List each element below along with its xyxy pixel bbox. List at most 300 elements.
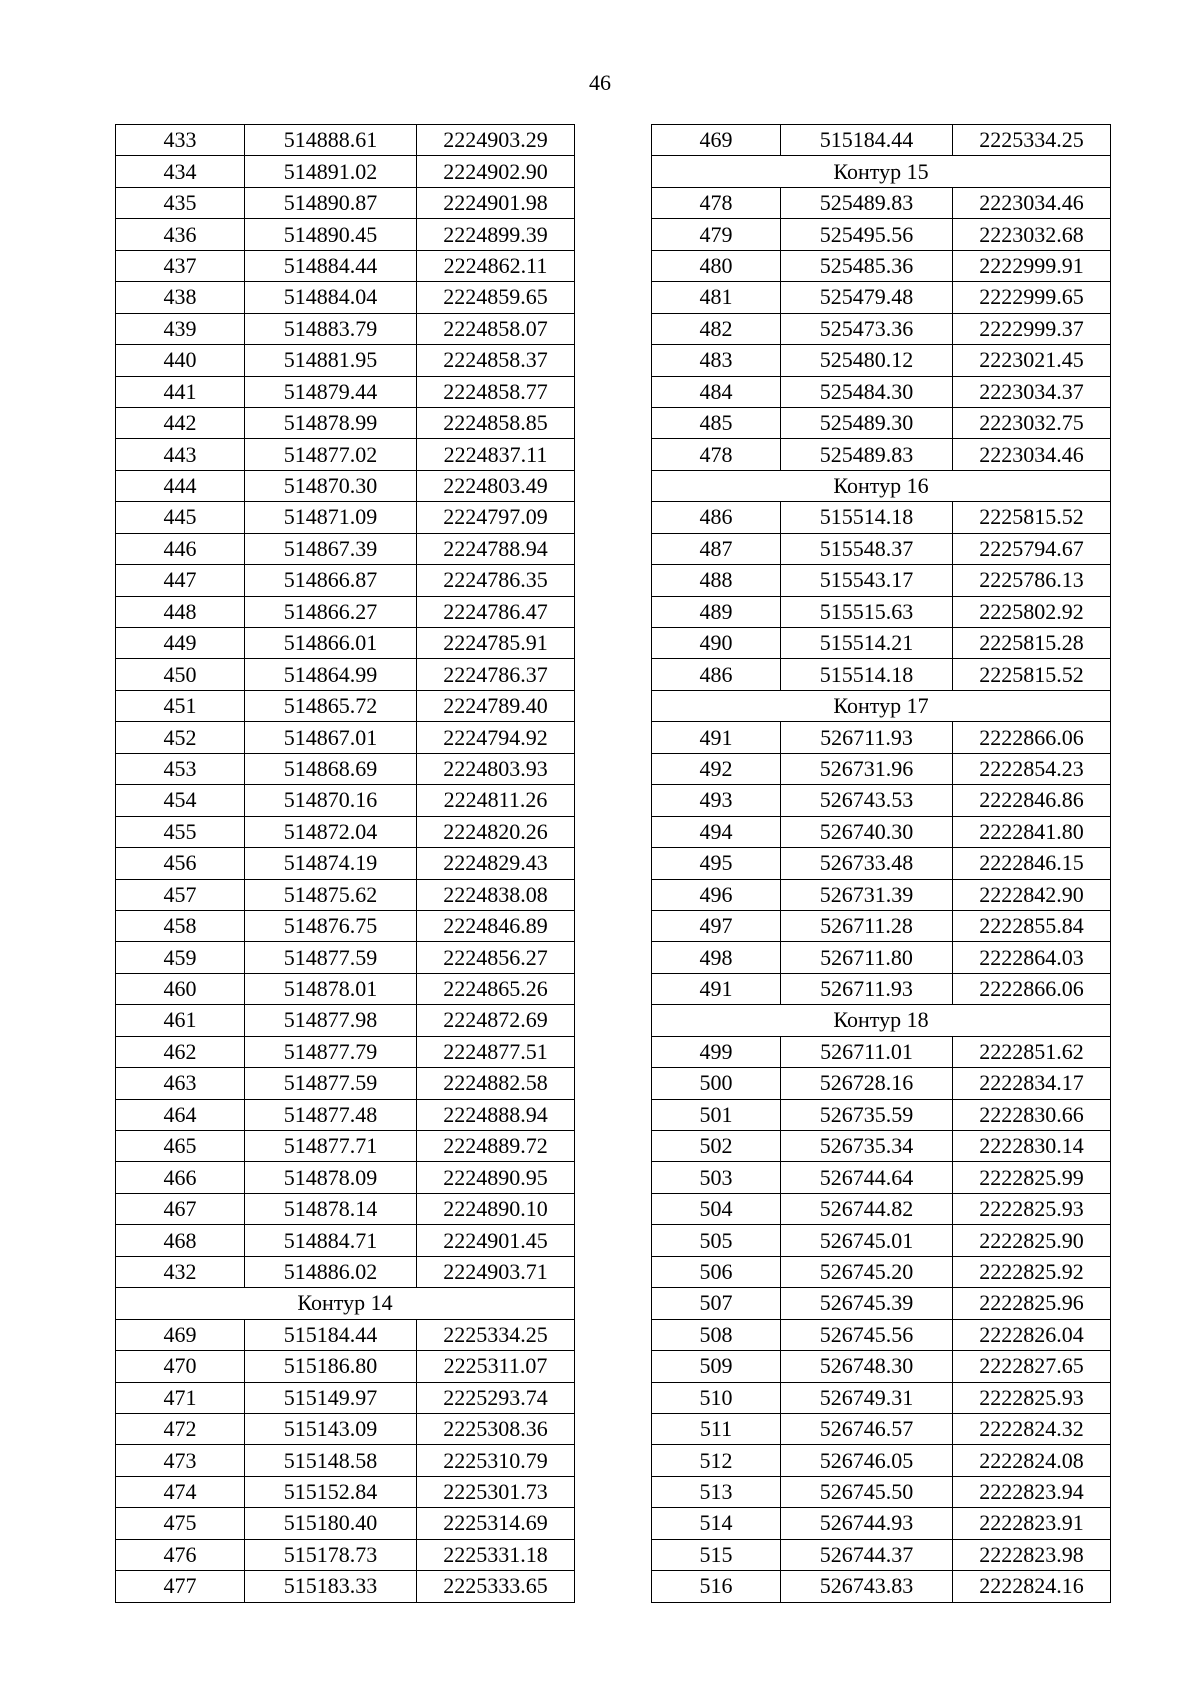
x-coordinate-cell: 515184.44 bbox=[245, 1319, 417, 1350]
x-coordinate-cell: 515149.97 bbox=[245, 1382, 417, 1413]
point-number-cell: 503 bbox=[652, 1162, 781, 1193]
table-row bbox=[652, 1225, 1111, 1256]
y-coordinate-cell: 2224902.90 bbox=[417, 156, 575, 187]
table-row bbox=[652, 1476, 1111, 1507]
y-coordinate-cell: 2222866.06 bbox=[953, 722, 1111, 753]
x-coordinate-cell: 514871.09 bbox=[245, 502, 417, 533]
table-row bbox=[652, 439, 1111, 470]
table-row bbox=[652, 1288, 1111, 1319]
table-row bbox=[652, 1099, 1111, 1130]
coordinates-table-left bbox=[115, 124, 575, 1603]
point-number-cell: 460 bbox=[116, 973, 245, 1004]
x-coordinate-cell: 525495.56 bbox=[781, 219, 953, 250]
point-number-cell: 448 bbox=[116, 596, 245, 627]
y-coordinate-cell: 2222834.17 bbox=[953, 1068, 1111, 1099]
y-coordinate-cell: 2225301.73 bbox=[417, 1476, 575, 1507]
y-coordinate-cell: 2222827.65 bbox=[953, 1351, 1111, 1382]
table-row bbox=[652, 1036, 1111, 1067]
table-row bbox=[116, 879, 575, 910]
x-coordinate-cell: 526744.93 bbox=[781, 1508, 953, 1539]
y-coordinate-cell: 2224862.11 bbox=[417, 250, 575, 281]
y-coordinate-cell: 2223034.37 bbox=[953, 376, 1111, 407]
x-coordinate-cell: 514891.02 bbox=[245, 156, 417, 187]
y-coordinate-cell: 2224877.51 bbox=[417, 1036, 575, 1067]
contour-header-row bbox=[652, 156, 1111, 187]
x-coordinate-cell: 514877.98 bbox=[245, 1005, 417, 1036]
x-coordinate-cell: 526748.30 bbox=[781, 1351, 953, 1382]
point-number-cell: 472 bbox=[116, 1413, 245, 1444]
table-row bbox=[116, 1508, 575, 1539]
point-number-cell: 463 bbox=[116, 1068, 245, 1099]
y-coordinate-cell: 2222823.91 bbox=[953, 1508, 1111, 1539]
table-row bbox=[652, 753, 1111, 784]
point-number-cell: 505 bbox=[652, 1225, 781, 1256]
y-coordinate-cell: 2224888.94 bbox=[417, 1099, 575, 1130]
table-row bbox=[116, 722, 575, 753]
x-coordinate-cell: 514890.45 bbox=[245, 219, 417, 250]
table-row bbox=[116, 942, 575, 973]
point-number-cell: 447 bbox=[116, 565, 245, 596]
x-coordinate-cell: 526735.34 bbox=[781, 1131, 953, 1162]
y-coordinate-cell: 2224872.69 bbox=[417, 1005, 575, 1036]
y-coordinate-cell: 2224901.98 bbox=[417, 187, 575, 218]
x-coordinate-cell: 525489.30 bbox=[781, 407, 953, 438]
x-coordinate-cell: 514867.01 bbox=[245, 722, 417, 753]
coordinates-table-body bbox=[652, 125, 1111, 1603]
point-number-cell: 465 bbox=[116, 1131, 245, 1162]
y-coordinate-cell: 2225794.67 bbox=[953, 533, 1111, 564]
point-number-cell: 515 bbox=[652, 1539, 781, 1570]
table-row bbox=[652, 1382, 1111, 1413]
point-number-cell: 470 bbox=[116, 1351, 245, 1382]
x-coordinate-cell: 526746.57 bbox=[781, 1413, 953, 1444]
table-row bbox=[652, 596, 1111, 627]
table-row bbox=[652, 785, 1111, 816]
table-row bbox=[652, 313, 1111, 344]
y-coordinate-cell: 2224785.91 bbox=[417, 628, 575, 659]
y-coordinate-cell: 2225786.13 bbox=[953, 565, 1111, 596]
table-row bbox=[116, 659, 575, 690]
table-row bbox=[116, 1068, 575, 1099]
table-row bbox=[116, 250, 575, 281]
x-coordinate-cell: 514870.30 bbox=[245, 470, 417, 501]
table-row bbox=[116, 785, 575, 816]
x-coordinate-cell: 515186.80 bbox=[245, 1351, 417, 1382]
x-coordinate-cell: 515514.18 bbox=[781, 659, 953, 690]
point-number-cell: 490 bbox=[652, 628, 781, 659]
point-number-cell: 489 bbox=[652, 596, 781, 627]
table-row bbox=[116, 1539, 575, 1570]
table-row bbox=[116, 1131, 575, 1162]
x-coordinate-cell: 515180.40 bbox=[245, 1508, 417, 1539]
point-number-cell: 491 bbox=[652, 722, 781, 753]
table-row bbox=[652, 659, 1111, 690]
point-number-cell: 478 bbox=[652, 439, 781, 470]
table-row bbox=[652, 816, 1111, 847]
table-row bbox=[652, 1068, 1111, 1099]
table-row bbox=[652, 910, 1111, 941]
point-number-cell: 506 bbox=[652, 1256, 781, 1287]
y-coordinate-cell: 2224890.10 bbox=[417, 1193, 575, 1224]
y-coordinate-cell: 2222846.15 bbox=[953, 848, 1111, 879]
x-coordinate-cell: 514865.72 bbox=[245, 690, 417, 721]
table-row bbox=[652, 628, 1111, 659]
table-row bbox=[652, 219, 1111, 250]
y-coordinate-cell: 2225308.36 bbox=[417, 1413, 575, 1444]
point-number-cell: 456 bbox=[116, 848, 245, 879]
x-coordinate-cell: 526711.01 bbox=[781, 1036, 953, 1067]
x-coordinate-cell: 514877.02 bbox=[245, 439, 417, 470]
y-coordinate-cell: 2224858.77 bbox=[417, 376, 575, 407]
x-coordinate-cell: 514878.99 bbox=[245, 407, 417, 438]
table-row bbox=[116, 1445, 575, 1476]
point-number-cell: 507 bbox=[652, 1288, 781, 1319]
point-number-cell: 469 bbox=[652, 125, 781, 156]
contour-header-row bbox=[652, 470, 1111, 501]
point-number-cell: 451 bbox=[116, 690, 245, 721]
x-coordinate-cell: 525489.83 bbox=[781, 439, 953, 470]
y-coordinate-cell: 2222824.08 bbox=[953, 1445, 1111, 1476]
point-number-cell: 508 bbox=[652, 1319, 781, 1350]
point-number-cell: 467 bbox=[116, 1193, 245, 1224]
point-number-cell: 486 bbox=[652, 659, 781, 690]
y-coordinate-cell: 2224901.45 bbox=[417, 1225, 575, 1256]
point-number-cell: 468 bbox=[116, 1225, 245, 1256]
table-row bbox=[116, 313, 575, 344]
point-number-cell: 483 bbox=[652, 345, 781, 376]
x-coordinate-cell: 526745.56 bbox=[781, 1319, 953, 1350]
table-row bbox=[652, 502, 1111, 533]
point-number-cell: 434 bbox=[116, 156, 245, 187]
x-coordinate-cell: 515514.21 bbox=[781, 628, 953, 659]
table-row bbox=[116, 345, 575, 376]
table-row bbox=[116, 1162, 575, 1193]
y-coordinate-cell: 2224786.47 bbox=[417, 596, 575, 627]
y-coordinate-cell: 2225802.92 bbox=[953, 596, 1111, 627]
table-row bbox=[116, 1099, 575, 1130]
x-coordinate-cell: 515184.44 bbox=[781, 125, 953, 156]
point-number-cell: 441 bbox=[116, 376, 245, 407]
x-coordinate-cell: 514890.87 bbox=[245, 187, 417, 218]
point-number-cell: 494 bbox=[652, 816, 781, 847]
y-coordinate-cell: 2225331.18 bbox=[417, 1539, 575, 1570]
x-coordinate-cell: 514876.75 bbox=[245, 910, 417, 941]
x-coordinate-cell: 525485.36 bbox=[781, 250, 953, 281]
x-coordinate-cell: 515143.09 bbox=[245, 1413, 417, 1444]
x-coordinate-cell: 514874.19 bbox=[245, 848, 417, 879]
y-coordinate-cell: 2222823.94 bbox=[953, 1476, 1111, 1507]
y-coordinate-cell: 2222826.04 bbox=[953, 1319, 1111, 1350]
contour-title: Контур 18 bbox=[652, 1005, 1111, 1036]
x-coordinate-cell: 526735.59 bbox=[781, 1099, 953, 1130]
x-coordinate-cell: 514875.62 bbox=[245, 879, 417, 910]
point-number-cell: 499 bbox=[652, 1036, 781, 1067]
point-number-cell: 439 bbox=[116, 313, 245, 344]
point-number-cell: 491 bbox=[652, 973, 781, 1004]
table-row bbox=[652, 1539, 1111, 1570]
table-row bbox=[116, 816, 575, 847]
table-row bbox=[652, 879, 1111, 910]
table-row bbox=[652, 1351, 1111, 1382]
point-number-cell: 486 bbox=[652, 502, 781, 533]
table-row bbox=[652, 250, 1111, 281]
point-number-cell: 516 bbox=[652, 1571, 781, 1602]
point-number-cell: 440 bbox=[116, 345, 245, 376]
y-coordinate-cell: 2224856.27 bbox=[417, 942, 575, 973]
point-number-cell: 474 bbox=[116, 1476, 245, 1507]
table-row bbox=[652, 125, 1111, 156]
table-row bbox=[652, 1319, 1111, 1350]
table-row bbox=[652, 533, 1111, 564]
point-number-cell: 459 bbox=[116, 942, 245, 973]
point-number-cell: 445 bbox=[116, 502, 245, 533]
point-number-cell: 504 bbox=[652, 1193, 781, 1224]
y-coordinate-cell: 2225334.25 bbox=[417, 1319, 575, 1350]
point-number-cell: 433 bbox=[116, 125, 245, 156]
x-coordinate-cell: 514867.39 bbox=[245, 533, 417, 564]
point-number-cell: 452 bbox=[116, 722, 245, 753]
x-coordinate-cell: 526731.39 bbox=[781, 879, 953, 910]
y-coordinate-cell: 2222830.14 bbox=[953, 1131, 1111, 1162]
x-coordinate-cell: 525473.36 bbox=[781, 313, 953, 344]
contour-header-row bbox=[116, 1288, 575, 1319]
x-coordinate-cell: 526744.37 bbox=[781, 1539, 953, 1570]
y-coordinate-cell: 2224786.37 bbox=[417, 659, 575, 690]
point-number-cell: 466 bbox=[116, 1162, 245, 1193]
y-coordinate-cell: 2224865.26 bbox=[417, 973, 575, 1004]
table-row bbox=[652, 973, 1111, 1004]
x-coordinate-cell: 514884.04 bbox=[245, 282, 417, 313]
x-coordinate-cell: 514877.59 bbox=[245, 942, 417, 973]
y-coordinate-cell: 2225311.07 bbox=[417, 1351, 575, 1382]
x-coordinate-cell: 514883.79 bbox=[245, 313, 417, 344]
point-number-cell: 444 bbox=[116, 470, 245, 501]
x-coordinate-cell: 515148.58 bbox=[245, 1445, 417, 1476]
table-row bbox=[116, 219, 575, 250]
y-coordinate-cell: 2225333.65 bbox=[417, 1571, 575, 1602]
table-row bbox=[116, 596, 575, 627]
y-coordinate-cell: 2222825.90 bbox=[953, 1225, 1111, 1256]
table-row bbox=[652, 848, 1111, 879]
point-number-cell: 437 bbox=[116, 250, 245, 281]
point-number-cell: 461 bbox=[116, 1005, 245, 1036]
table-row bbox=[116, 1571, 575, 1602]
x-coordinate-cell: 525484.30 bbox=[781, 376, 953, 407]
y-coordinate-cell: 2224903.71 bbox=[417, 1256, 575, 1287]
y-coordinate-cell: 2225314.69 bbox=[417, 1508, 575, 1539]
x-coordinate-cell: 514872.04 bbox=[245, 816, 417, 847]
y-coordinate-cell: 2222825.99 bbox=[953, 1162, 1111, 1193]
point-number-cell: 502 bbox=[652, 1131, 781, 1162]
y-coordinate-cell: 2222999.37 bbox=[953, 313, 1111, 344]
contour-title: Контур 17 bbox=[652, 690, 1111, 721]
x-coordinate-cell: 514877.48 bbox=[245, 1099, 417, 1130]
x-coordinate-cell: 526728.16 bbox=[781, 1068, 953, 1099]
x-coordinate-cell: 526744.82 bbox=[781, 1193, 953, 1224]
point-number-cell: 438 bbox=[116, 282, 245, 313]
y-coordinate-cell: 2224858.07 bbox=[417, 313, 575, 344]
point-number-cell: 480 bbox=[652, 250, 781, 281]
point-number-cell: 435 bbox=[116, 187, 245, 218]
table-row bbox=[116, 502, 575, 533]
y-coordinate-cell: 2223021.45 bbox=[953, 345, 1111, 376]
table-row bbox=[116, 1225, 575, 1256]
point-number-cell: 512 bbox=[652, 1445, 781, 1476]
table-row bbox=[116, 1256, 575, 1287]
x-coordinate-cell: 514888.61 bbox=[245, 125, 417, 156]
y-coordinate-cell: 2222866.06 bbox=[953, 973, 1111, 1004]
point-number-cell: 443 bbox=[116, 439, 245, 470]
y-coordinate-cell: 2224859.65 bbox=[417, 282, 575, 313]
table-row bbox=[652, 722, 1111, 753]
y-coordinate-cell: 2222855.84 bbox=[953, 910, 1111, 941]
table-row bbox=[652, 1162, 1111, 1193]
point-number-cell: 458 bbox=[116, 910, 245, 941]
point-number-cell: 453 bbox=[116, 753, 245, 784]
y-coordinate-cell: 2223032.68 bbox=[953, 219, 1111, 250]
point-number-cell: 487 bbox=[652, 533, 781, 564]
x-coordinate-cell: 526745.01 bbox=[781, 1225, 953, 1256]
point-number-cell: 479 bbox=[652, 219, 781, 250]
point-number-cell: 493 bbox=[652, 785, 781, 816]
x-coordinate-cell: 526746.05 bbox=[781, 1445, 953, 1476]
x-coordinate-cell: 514878.01 bbox=[245, 973, 417, 1004]
table-row bbox=[652, 1256, 1111, 1287]
table-row bbox=[116, 156, 575, 187]
table-row bbox=[116, 1005, 575, 1036]
table-row bbox=[116, 125, 575, 156]
x-coordinate-cell: 514878.09 bbox=[245, 1162, 417, 1193]
y-coordinate-cell: 2222825.93 bbox=[953, 1382, 1111, 1413]
point-number-cell: 510 bbox=[652, 1382, 781, 1413]
x-coordinate-cell: 526731.96 bbox=[781, 753, 953, 784]
point-number-cell: 471 bbox=[116, 1382, 245, 1413]
table-row bbox=[116, 187, 575, 218]
table-row bbox=[116, 533, 575, 564]
y-coordinate-cell: 2224903.29 bbox=[417, 125, 575, 156]
x-coordinate-cell: 514877.59 bbox=[245, 1068, 417, 1099]
y-coordinate-cell: 2222825.96 bbox=[953, 1288, 1111, 1319]
y-coordinate-cell: 2223032.75 bbox=[953, 407, 1111, 438]
x-coordinate-cell: 526745.39 bbox=[781, 1288, 953, 1319]
table-row bbox=[116, 1382, 575, 1413]
x-coordinate-cell: 514881.95 bbox=[245, 345, 417, 376]
point-number-cell: 514 bbox=[652, 1508, 781, 1539]
table-row bbox=[652, 1131, 1111, 1162]
y-coordinate-cell: 2222864.03 bbox=[953, 942, 1111, 973]
table-row bbox=[116, 1413, 575, 1444]
y-coordinate-cell: 2222999.65 bbox=[953, 282, 1111, 313]
y-coordinate-cell: 2222830.66 bbox=[953, 1099, 1111, 1130]
table-row bbox=[116, 753, 575, 784]
y-coordinate-cell: 2224786.35 bbox=[417, 565, 575, 596]
table-row bbox=[652, 1571, 1111, 1602]
point-number-cell: 488 bbox=[652, 565, 781, 596]
y-coordinate-cell: 2224803.49 bbox=[417, 470, 575, 501]
x-coordinate-cell: 514866.87 bbox=[245, 565, 417, 596]
point-number-cell: 492 bbox=[652, 753, 781, 784]
contour-title: Контур 14 bbox=[116, 1288, 575, 1319]
table-row bbox=[652, 942, 1111, 973]
y-coordinate-cell: 2222999.91 bbox=[953, 250, 1111, 281]
y-coordinate-cell: 2222841.80 bbox=[953, 816, 1111, 847]
table-row bbox=[652, 565, 1111, 596]
x-coordinate-cell: 515515.63 bbox=[781, 596, 953, 627]
table-row bbox=[652, 1445, 1111, 1476]
point-number-cell: 496 bbox=[652, 879, 781, 910]
y-coordinate-cell: 2224797.09 bbox=[417, 502, 575, 533]
x-coordinate-cell: 515178.73 bbox=[245, 1539, 417, 1570]
x-coordinate-cell: 526733.48 bbox=[781, 848, 953, 879]
x-coordinate-cell: 526711.93 bbox=[781, 722, 953, 753]
x-coordinate-cell: 514866.01 bbox=[245, 628, 417, 659]
table-row bbox=[116, 973, 575, 1004]
y-coordinate-cell: 2224846.89 bbox=[417, 910, 575, 941]
table-row bbox=[116, 690, 575, 721]
coordinates-table-right bbox=[651, 124, 1111, 1603]
y-coordinate-cell: 2223034.46 bbox=[953, 439, 1111, 470]
table-row bbox=[652, 376, 1111, 407]
y-coordinate-cell: 2223034.46 bbox=[953, 187, 1111, 218]
x-coordinate-cell: 514877.71 bbox=[245, 1131, 417, 1162]
y-coordinate-cell: 2224788.94 bbox=[417, 533, 575, 564]
y-coordinate-cell: 2222824.32 bbox=[953, 1413, 1111, 1444]
y-coordinate-cell: 2224890.95 bbox=[417, 1162, 575, 1193]
y-coordinate-cell: 2225815.52 bbox=[953, 502, 1111, 533]
point-number-cell: 432 bbox=[116, 1256, 245, 1287]
point-number-cell: 475 bbox=[116, 1508, 245, 1539]
contour-title: Контур 16 bbox=[652, 470, 1111, 501]
x-coordinate-cell: 514884.44 bbox=[245, 250, 417, 281]
point-number-cell: 446 bbox=[116, 533, 245, 564]
y-coordinate-cell: 2222842.90 bbox=[953, 879, 1111, 910]
x-coordinate-cell: 526749.31 bbox=[781, 1382, 953, 1413]
x-coordinate-cell: 526745.50 bbox=[781, 1476, 953, 1507]
y-coordinate-cell: 2224803.93 bbox=[417, 753, 575, 784]
x-coordinate-cell: 514868.69 bbox=[245, 753, 417, 784]
point-number-cell: 495 bbox=[652, 848, 781, 879]
point-number-cell: 485 bbox=[652, 407, 781, 438]
table-row bbox=[116, 407, 575, 438]
x-coordinate-cell: 525479.48 bbox=[781, 282, 953, 313]
y-coordinate-cell: 2222851.62 bbox=[953, 1036, 1111, 1067]
table-row bbox=[652, 1508, 1111, 1539]
point-number-cell: 482 bbox=[652, 313, 781, 344]
table-row bbox=[652, 407, 1111, 438]
y-coordinate-cell: 2222854.23 bbox=[953, 753, 1111, 784]
point-number-cell: 513 bbox=[652, 1476, 781, 1507]
contour-title: Контур 15 bbox=[652, 156, 1111, 187]
y-coordinate-cell: 2224811.26 bbox=[417, 785, 575, 816]
table-row bbox=[116, 565, 575, 596]
table-row bbox=[116, 1476, 575, 1507]
table-row bbox=[116, 1193, 575, 1224]
x-coordinate-cell: 514877.79 bbox=[245, 1036, 417, 1067]
point-number-cell: 442 bbox=[116, 407, 245, 438]
table-row bbox=[116, 376, 575, 407]
point-number-cell: 501 bbox=[652, 1099, 781, 1130]
x-coordinate-cell: 515514.18 bbox=[781, 502, 953, 533]
point-number-cell: 449 bbox=[116, 628, 245, 659]
point-number-cell: 478 bbox=[652, 187, 781, 218]
x-coordinate-cell: 525480.12 bbox=[781, 345, 953, 376]
x-coordinate-cell: 526743.83 bbox=[781, 1571, 953, 1602]
point-number-cell: 484 bbox=[652, 376, 781, 407]
contour-header-row bbox=[652, 690, 1111, 721]
table-row bbox=[652, 282, 1111, 313]
y-coordinate-cell: 2224858.85 bbox=[417, 407, 575, 438]
y-coordinate-cell: 2225310.79 bbox=[417, 1445, 575, 1476]
